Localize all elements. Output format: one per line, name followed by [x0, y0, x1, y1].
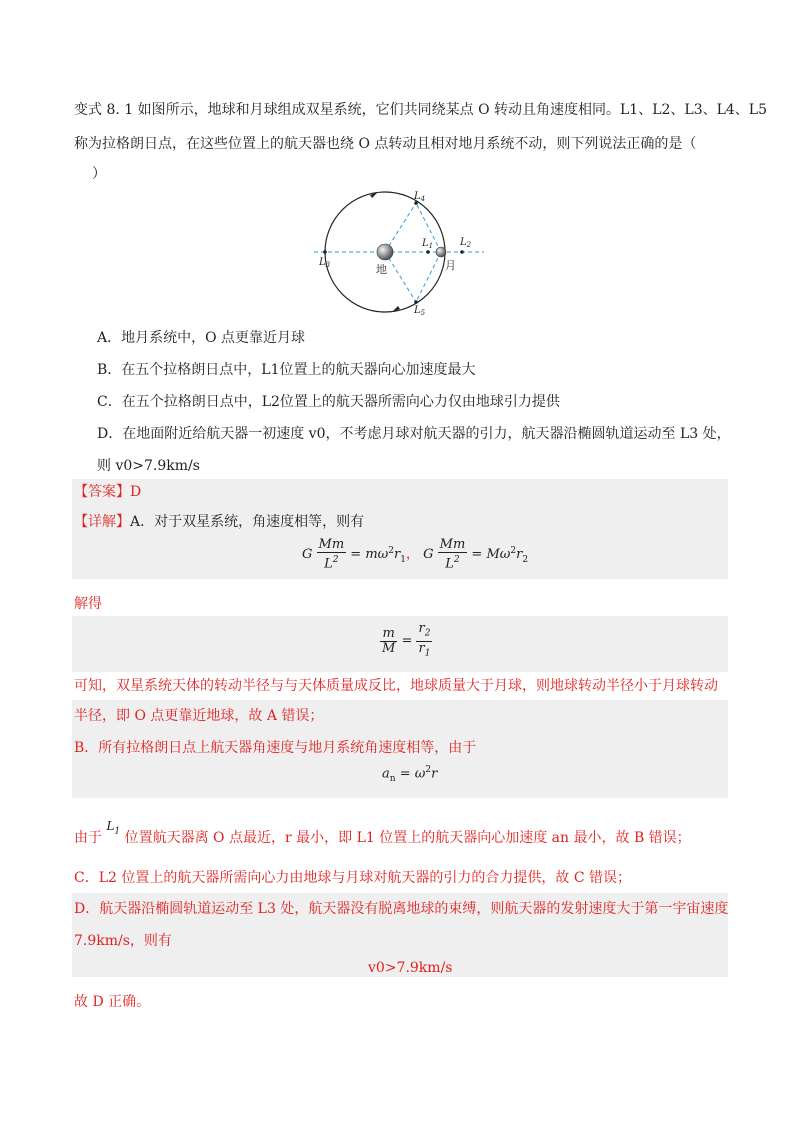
- option-c: C．在五个拉格朗日点中，L2位置上的航天器所需向心力仅由地球引力提供: [97, 394, 560, 410]
- option-d-line-2: 则 v0>7.9km/s: [97, 458, 200, 474]
- b-solution-prefix: 由于: [74, 830, 102, 846]
- earth-l4-line: [385, 203, 416, 252]
- conclusion-line-2: 半径，即 O 点更靠近地球，故 A 错误；: [74, 708, 324, 724]
- detail-line: [74, 512, 364, 532]
- d-equation: v0>7.9km/s: [368, 960, 453, 976]
- equation-acceleration: $a_n = \omega^2r$: [382, 765, 438, 784]
- d-solution-line-1: D．航天器沿椭圆轨道运动至 L3 处，航天器没有脱离地球的束缚，则航天器的发射速度大于第一宇宙速度: [74, 901, 729, 917]
- question-line-1: 变式 8. 1 如图所示，地球和月球组成双星系统，它们共同绕某点 O 转动且角速度相同。L1、L2、L3、L4、L5: [74, 102, 768, 118]
- b-solution-line-2: [74, 819, 691, 853]
- option-b: B．在五个拉格朗日点中，L1位置上的航天器向心加速度最大: [97, 362, 476, 378]
- conclusion-line-1: 可知，双星系统天体的转动半径与与天体质量成反比，地球质量大于月球，则地球转动半径小于月球转动: [74, 678, 718, 694]
- l1-point: [426, 250, 430, 254]
- detail-text: A．对于双星系统，角速度相等，则有: [130, 514, 365, 530]
- solve-label: 解得: [74, 596, 102, 612]
- label-l2: $L_2$: [460, 237, 472, 249]
- answer-line: [74, 482, 141, 502]
- label-l1: $L_1$: [422, 238, 434, 250]
- option-d-line-1: D．在地面附近给航天器一初速度 v0，不考虑月球对航天器的引力，航天器沿椭圆轨道运动至 L3 处，: [97, 426, 731, 442]
- label-l5: $L_5$: [414, 305, 426, 317]
- label-l4: $L_4$: [414, 191, 426, 203]
- detail-label: 【详解】: [74, 514, 130, 530]
- final-line: 故 D 正确。: [74, 994, 151, 1010]
- b-solution-suffix: 位置航天器离 O 点最近，r 最小，即 L1 位置上的航天器向心加速度 an 最小，故 B 错误；: [124, 830, 691, 846]
- earth: [377, 244, 393, 260]
- earth-l5-line: [385, 252, 416, 302]
- equation-gravity: G $\frac{Mm}{L^2}$ = $m\omega^2r_1$， G $\frac{Mm}{L^2}$ = $M\omega^2r_2$: [302, 537, 529, 572]
- l1-symbol: $L_1$: [106, 819, 121, 837]
- b-solution-line-1: B．所有拉格朗日点上航天器角速度与地月系统角速度相等，由于: [74, 740, 477, 756]
- equation-ratio: $\frac{m}{M}$ = $\frac{r_2}{r_1}$: [382, 621, 431, 659]
- c-solution-line: C．L2 位置上的航天器所需向心力由地球与月球对航天器的引力的合力提供，故 C 错误；: [74, 870, 631, 886]
- earth-moon-lagrange-diagram: [312, 185, 492, 320]
- option-a: A．地月系统中，O 点更靠近月球: [97, 330, 306, 346]
- l2-point: [460, 250, 464, 254]
- label-l3: $L_3$: [319, 257, 331, 269]
- d-solution-line-2: 7.9km/s，则有: [74, 933, 172, 949]
- l3-point: [323, 250, 327, 254]
- question-line-2: 称为拉格朗日点，在这些位置上的航天器也绕 O 点转动且相对地月系统不动，则下列说法正确的是（: [74, 136, 697, 152]
- l5-point: [414, 300, 418, 304]
- moon-l5-line: [416, 252, 441, 302]
- label-earth: 地: [376, 263, 387, 276]
- question-line-3: ）: [92, 166, 106, 182]
- label-moon: 月: [445, 259, 456, 272]
- moon: [436, 247, 446, 257]
- answer-label: 【答案】: [74, 484, 130, 500]
- answer-value: D: [130, 484, 142, 500]
